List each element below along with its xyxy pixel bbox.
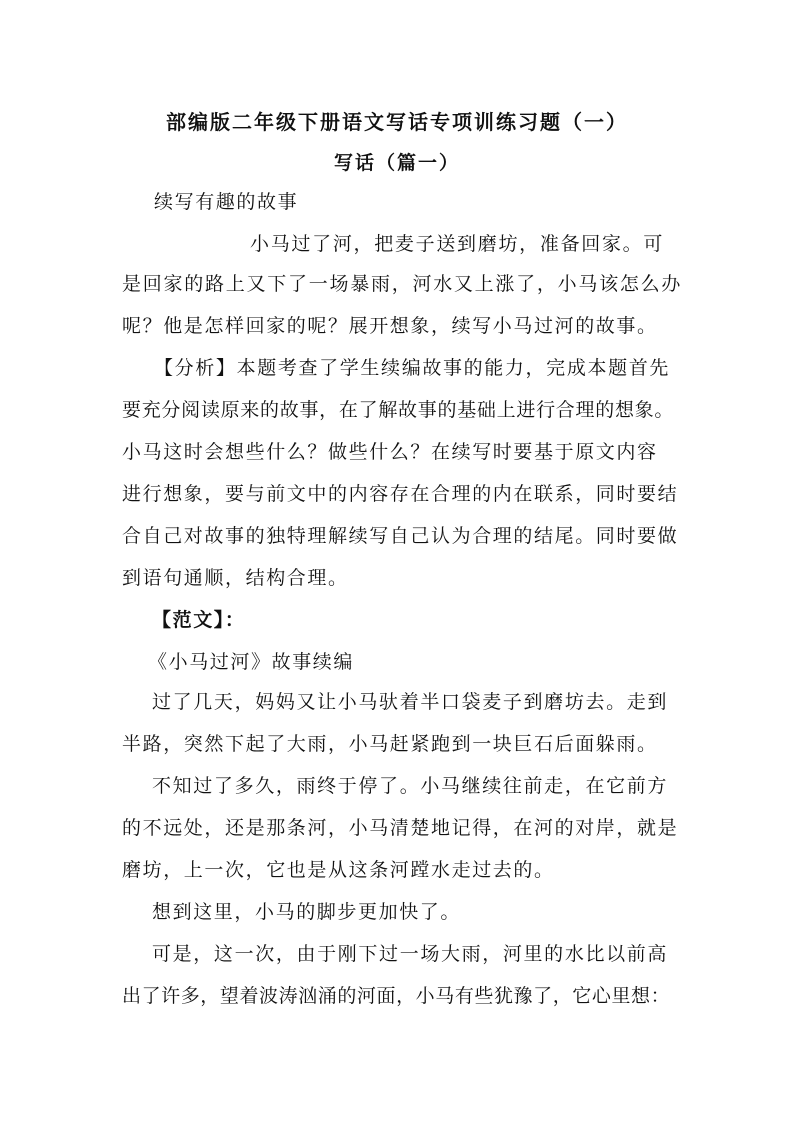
- sample-label: 【范文】：: [152, 609, 246, 631]
- analysis-line-6: 到语句通顺，结构合理。: [122, 567, 349, 589]
- sample-line-2: 半路，突然下起了大雨，小马赶紧跑到一块巨石后面躲雨。: [122, 733, 658, 755]
- analysis-line-2: 要充分阅读原来的故事，在了解故事的基础上进行合理的想象。: [122, 399, 674, 421]
- sample-line-7: 可是，这一次，由于刚下过一场大雨，河里的水比以前高: [152, 943, 668, 965]
- sample-line-8: 出了许多，望着波涛汹涌的河面，小马有些犹豫了，它心里想：: [122, 985, 670, 1007]
- sample-line-4: 的不远处，还是那条河，小马清楚地记得，在河的对岸，就是: [122, 817, 679, 839]
- sample-line-5: 磨坊，上一次，它也是从这条河蹚水走过去的。: [122, 859, 555, 881]
- analysis-line-1: 【分析】本题考查了学生续编故事的能力，完成本题首先: [154, 357, 670, 379]
- sample-line-6: 想到这里，小马的脚步更加快了。: [152, 901, 462, 923]
- analysis-line-3: 小马这时会想些什么？做些什么？在续写时要基于原文内容: [122, 441, 658, 463]
- document-title: 部编版二年级下册语文写话专项训练习题（一）: [166, 110, 628, 134]
- analysis-line-5: 合自己对故事的独特理解续写自己认为合理的结尾。同时要做: [122, 525, 679, 547]
- prompt-line-1: 小马过了河，把麦子送到磨坊，准备回家。可: [250, 233, 664, 255]
- document-subtitle: 写话（篇一）: [333, 152, 460, 174]
- sample-line-1: 过了几天，妈妈又让小马驮着半口袋麦子到磨坊去。走到: [152, 691, 668, 713]
- analysis-line-4: 进行想象，要与前文中的内容存在合理的内在联系，同时要结: [122, 483, 679, 505]
- sample-line-3: 不知过了多久，雨终于停了。小马继续往前走，在它前方: [152, 775, 668, 797]
- prompt-line-2: 是回家的路上又下了一场暴雨，河水又上涨了，小马该怎么办: [122, 273, 682, 295]
- sample-title: 《小马过河》故事续编: [148, 651, 355, 673]
- prompt-line-3: 呢？他是怎样回家的呢？展开想象，续写小马过河的故事。: [122, 315, 658, 337]
- prompt-heading: 续写有趣的故事: [154, 191, 299, 213]
